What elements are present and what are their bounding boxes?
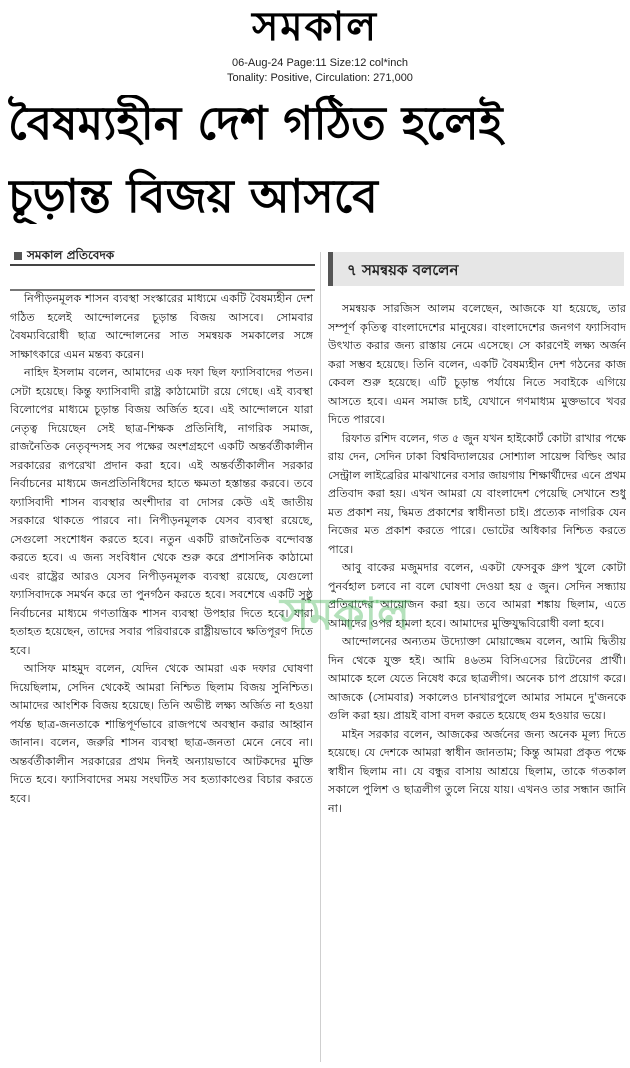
- headline-line-2: চূড়ান্ত বিজয় আসবে: [8, 169, 378, 223]
- paragraph: রিফাত রশিদ বলেন, গত ৫ জুন যখন হাইকোর্ট কোটা রাখার পক্ষে রায় দেন, সেদিন ঢাকা বিশ্ববিদ্যালয়ের সোশ্যাল সায়েন্স বিল্ডিং আর সেন্ট্রাল লাইব্রেরির মাঝখানের বসার জায়গায় শিক্ষার্থীদের এনে প্রথম প্রতিবাদ করা হয়। এখন আমরা যে বাংলাদেশ পেয়েছি সেখানে শুধু মত প্রকাশ নয়, দ্বিমত প্রকাশের স্বাধীনতা চাই। প্রত্যেক নাগরিক যেন নিজের মত প্রকাশ করতে পারে। ভোটের অধিকার নিশ্চিত করতে পারে।: [328, 431, 626, 556]
- byline-text: সমকাল প্রতিবেদক: [27, 248, 115, 262]
- newspaper-masthead: সমকাল: [251, 3, 379, 50]
- article-right-column: [328, 300, 626, 1064]
- article-left-column: [10, 290, 313, 1064]
- watermark-logo: সমকাল: [280, 589, 410, 640]
- byline-rule: [10, 264, 315, 266]
- sidebox-header: [328, 252, 624, 286]
- paragraph: আবু বাকের মজুমদার বলেন, একটা ফেসবুক গ্রুপ খুলে কোটা পুনর্বহাল চলবে না বলে ঘোষণা দেওয়া হয় ৫ জুন। সেদিন সন্ধ্যায় প্রতিবাদের আয়োজন করা হয়। তবে আমরা শঙ্কায় ছিলাম, এতে আমাদের ওপর হামলা হবে। আমাদের মুক্তিযুদ্ধবিরোধী বলা হবে।: [328, 561, 626, 630]
- paragraph: আন্দোলনের অন্যতম উদ্যোক্তা মোয়াজ্জেম বলেন, আমি দ্বিতীয় দিন থেকে যুক্ত হই। আমি ৪৬তম বিসিএসের রিটেনের প্রার্থী। আমাকে হলে যেতে নিষেধ করে ছাত্রলীগ। অনেক চাপ প্রয়োগ করে। আজকে (সোমবার) সকালেও চানখারপুলে আমার সামনে দু'জনকে গুলি করা হয়। প্রায়ই বাসা বদল করতে হয়েছে গুম হওয়ার ভয়ে।: [328, 635, 626, 722]
- paragraph: নাহিদ ইসলাম বলেন, আমাদের এক দফা ছিল ফ্যাসিবাদের পতন। সেটা হয়েছে। কিন্তু ফ্যাসিবাদী রাষ্ট্র কাঠামোটা রয়ে গেছে। এই ব্যবস্থা বিলোপের মাধ্যমে চূড়ান্ত বিজয় অর্জিত হবে। এই আন্দোলনে যারা নেতৃত্ব দিয়েছেন সেই ছাত্র-শিক্ষক প্রতিনিধি, নাগরিক সমাজ, রাজনৈতিক নেতৃবৃন্দসহ সব পক্ষের অংশগ্রহণে একটি অন্তর্বর্তীকালীন সরকারের রূপরেখা প্রদান করা হবে। এই অন্তর্বর্তীকালীন সরকার নির্বাচনের মাধ্যমে জনপ্রতিনিধিদের হাতে ক্ষমতা হস্তান্তর করবে। তবে ফ্যাসিবাদী শাসন ব্যবস্থার অংশীদার বা দোসর কেউ এই জাতীয় সরকারে থাকতে পারবে না। নিপীড়নমূলক যেসব ব্যবস্থা রয়েছে, সেগুলো সংশোধন করতে হবে। নতুন একটি রাজনৈতিক বন্দোবস্ত করতে হবে। এ জন্য সংবিধান থেকে শুরু করে প্রশাসনিক কাঠামো এবং রাষ্ট্রের আরও যেসব নিপীড়নমূলক ব্যবস্থা রয়েছে, যেগুলো ফ্যাসিবাদকে সমর্থন করে তা পুনর্গঠন করতে হবে। সবশেষে একটি সুষ্ঠু নির্বাচনের মাধ্যমে গণতান্ত্রিক শাসন ব্যবস্থা উপহার দিতে হবে। যারা হতাহত হয়েছেন, তাদের সবার পরিবারকে রাষ্ট্রীয়ভাবে ক্ষতিপূরণ দিতে হবে।: [10, 366, 313, 657]
- paragraph: সমন্বয়ক সারজিস আলম বলেছেন, আজকে যা হয়েছে, তার সম্পূর্ণ কৃতিত্ব বাংলাদেশের মানুষের। বাংলাদেশের জনগণ ফ্যাসিবাদ উৎখাত করার জন্য রাস্তায় নেমে এসেছে। সে কারণেই লক্ষ্য অর্জন করা সম্ভব হয়েছে। তিনি বলেন, একটি বৈষম্যহীন দেশ গঠনের কাজ কেবল শুরু হয়েছে। এটি চূড়ান্ত পর্যায়ে নিতে সবাইকে এগিয়ে আসতে হবে। এমন সমাজ চাই, যেখানে গণমাধ্যম মুক্তভাবে খবর দিতে পারবে।: [328, 302, 626, 426]
- byline-square-icon: [14, 252, 22, 260]
- clip-meta-line-1: 06-Aug-24 Page:11 Size:12 col*inch: [232, 57, 408, 69]
- sidebox-title: ৭ সমন্বয়ক বললেন: [347, 261, 459, 279]
- headline-line-1: বৈষম্যহীন দেশ গঠিত হলেই: [8, 96, 503, 150]
- column-separator: [320, 252, 321, 1062]
- paragraph: আসিফ মাহমুদ বলেন, যেদিন থেকে আমরা এক দফার ঘোষণা দিয়েছিলাম, সেদিন থেকেই আমরা নিশ্চিত ছিলাম বিজয় সুনিশ্চিত। আমাদের আংশিক বিজয় হয়েছে। তিনি অভীষ্ট লক্ষ্য অর্জিত না হওয়া পর্যন্ত ছাত্র-জনতাকে শান্তিপূর্ণভাবে রাজপথে অবস্থান করার আহ্বান জানান। বলেন, জরুরি শাসন ব্যবস্থা ছাত্র-জনতা মেনে নেবে না। অন্তর্বর্তীকালীন সরকারের প্রথম দিনই অন্যায়ভাবে আটকদের মুক্তি দিতে হবে। ফ্যাসিবাদের সময় সংঘটিত সব হত্যাকাণ্ডের বিচার করতে হবে।: [10, 662, 313, 805]
- paragraph: নিপীড়নমূলক শাসন ব্যবস্থা সংস্কারের মাধ্যমে একটি বৈষম্যহীন দেশ গঠিত হলেই আন্দোলনের চূড়ান্ত বিজয় আসবে। সোমবার বৈষম্যবিরোধী ছাত্র আন্দোলনের সাত সমন্বয়ক সমকালের সঙ্গে সাক্ষাৎকারে এমন মন্তব্য করেন।: [10, 292, 313, 361]
- clip-meta-line-2: Tonality: Positive, Circulation: 271,000: [227, 72, 413, 84]
- paragraph: মাইন সরকার বলেন, আজকের অর্জনের জন্য অনেক মূল্য দিতে হয়েছে। যে দেশকে আমরা স্বাধীন জানতাম; কিন্তু আমরা প্রকৃত পক্ষে স্বাধীন ছিলাম না। যে বন্ধুর বাসায় আশ্রয়ে ছিলাম, তাকে গতকাল সকালে পুলিশ ও ছাত্রলীগ তুলে নিয়ে যায়। এখনও তার সন্ধান জানি না।: [328, 727, 626, 815]
